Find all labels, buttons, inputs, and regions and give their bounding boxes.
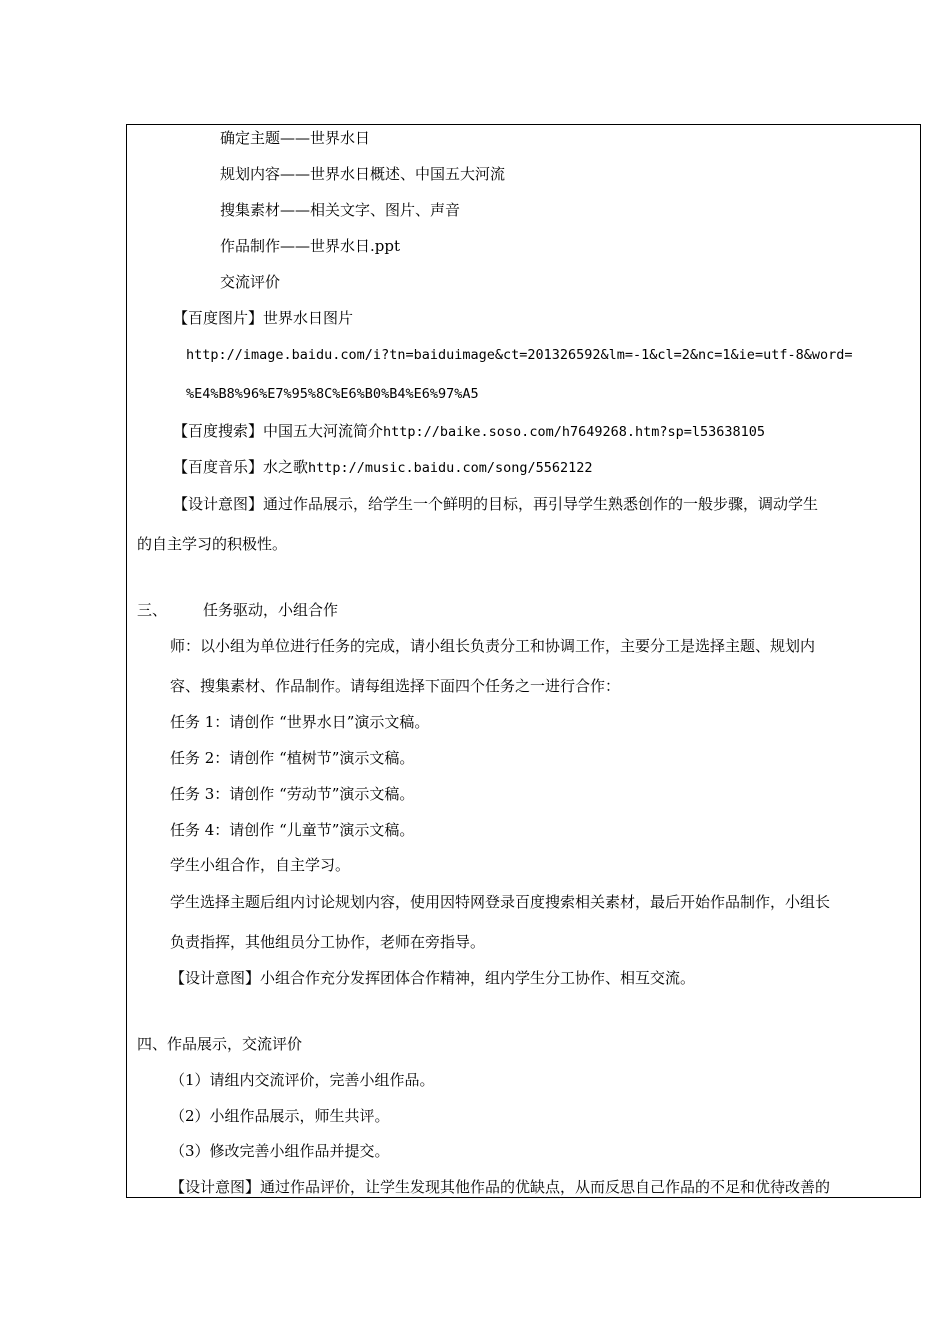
design-intent-1-line2: 的自主学习的积极性。 (137, 535, 288, 553)
baidu-search-label: 【百度搜索】中国五大河流简介 (173, 422, 384, 440)
section-3-number: 三、 (137, 601, 168, 619)
evaluation-item-2: （2）小组作品展示，师生共评。 (170, 1107, 390, 1125)
task-1: 任务 1：请创作 “世界水日”演示文稿。 (170, 713, 430, 731)
baidu-image-label: 【百度图片】世界水日图片 (173, 309, 354, 327)
step-3: 搜集素材——相关文字、图片、声音 (220, 201, 461, 219)
step-2: 规划内容——世界水日概述、中国五大河流 (220, 165, 506, 183)
student-detail-line2: 负责指挥，其他组员分工协作，老师在旁指导。 (170, 933, 486, 951)
step-1: 确定主题——世界水日 (220, 129, 371, 147)
design-intent-3: 【设计意图】通过作品评价，让学生发现其他作品的优缺点，从而反思自己作品的不足和优待改善的 (170, 1178, 831, 1196)
baidu-search-url[interactable]: http://baike.soso.com/h7649268.htm?sp=l53638105 (383, 424, 766, 440)
baidu-music-label: 【百度音乐】水之歌 (173, 458, 309, 476)
baidu-music-url[interactable]: http://music.baidu.com/song/5562122 (308, 460, 593, 476)
design-intent-2: 【设计意图】小组合作充分发挥团体合作精神，组内学生分工协作、相互交流。 (170, 969, 696, 987)
section-4-title: 四、作品展示，交流评价 (137, 1035, 303, 1053)
step-4: 作品制作——世界水日.ppt (220, 237, 401, 255)
evaluation-item-3: （3）修改完善小组作品并提交。 (170, 1142, 390, 1160)
section-3-title: 任务驱动，小组合作 (203, 601, 339, 619)
baidu-music-resource (173, 457, 593, 478)
evaluation-item-1: （1）请组内交流评价，完善小组作品。 (170, 1071, 435, 1089)
step-5: 交流评价 (220, 273, 281, 291)
baidu-image-url-line2[interactable]: %E4%B8%96%E7%95%8C%E6%B0%B4%E6%97%A5 (186, 386, 479, 402)
design-intent-1-line1: 【设计意图】通过作品展示，给学生一个鲜明的目标，再引导学生熟悉创作的一般步骤，调动学生 (173, 495, 819, 513)
task-2: 任务 2：请创作 “植树节”演示文稿。 (170, 749, 415, 767)
task-4: 任务 4：请创作 “儿童节”演示文稿。 (170, 821, 415, 839)
teacher-instruction-line1: 师：以小组为单位进行任务的完成，请小组长负责分工和协调工作，主要分工是选择主题、规划内 (170, 637, 816, 655)
task-3: 任务 3：请创作 “劳动节”演示文稿。 (170, 785, 415, 803)
teacher-instruction-line2: 容、搜集素材、作品制作。请每组选择下面四个任务之一进行合作： (170, 677, 621, 695)
baidu-search-resource (173, 421, 765, 442)
student-detail-line1: 学生选择主题后组内讨论规划内容，使用因特网登录百度搜索相关素材，最后开始作品制作，小组长 (170, 893, 831, 911)
baidu-image-url-line1[interactable]: http://image.baidu.com/i?tn=baiduimage&ct=201326592&lm=-1&cl=2&nc=1&ie=utf-8&word= (186, 347, 853, 363)
student-collaboration: 学生小组合作，自主学习。 (170, 856, 351, 874)
